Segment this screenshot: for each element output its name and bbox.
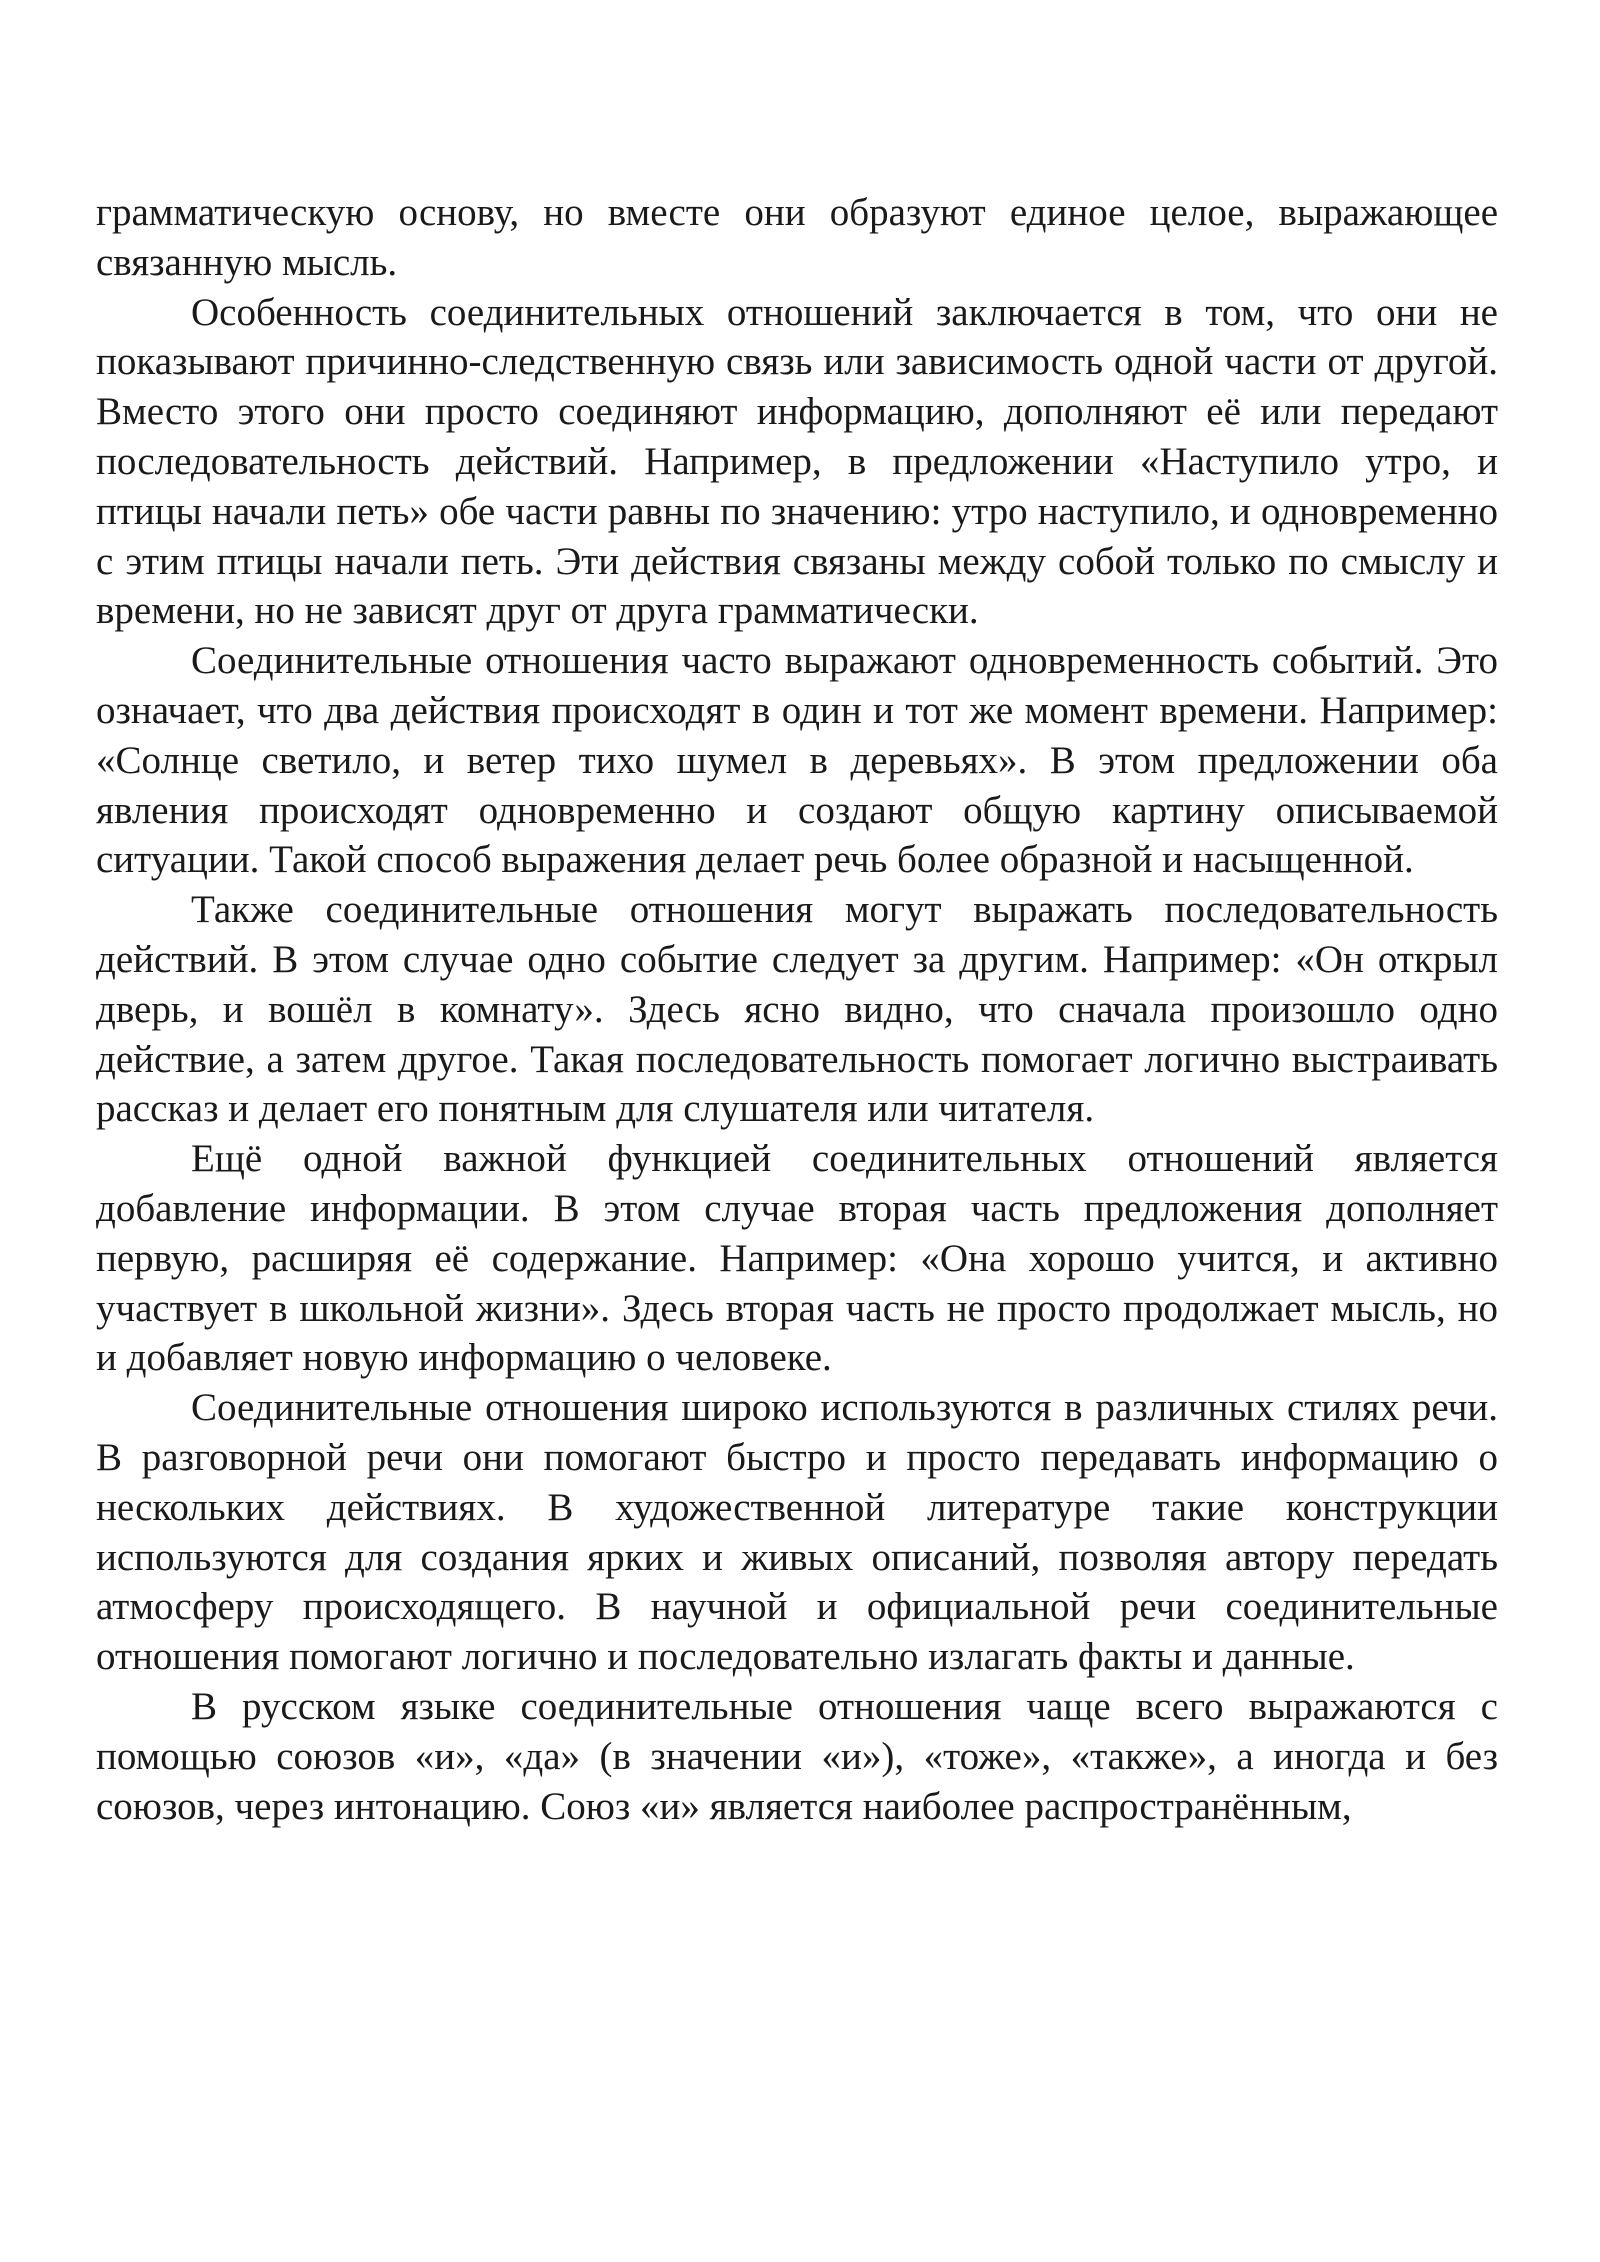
paragraph-addition: Ещё одной важной функцией соединительных отношений является добавление информации. В этом случае вторая часть предложения дополняет первую, расширяя её содержание. Например: «Она хорошо учится, и активно участвует в школьной жизни». Здесь вторая часть не просто продолжает мысль, но и добавляет новую информацию о человеке.: [96, 1137, 1498, 1380]
document-page: [96, 188, 1498, 1831]
paragraph-speech-styles: Соединительные отношения широко используются в различных стилях речи. В разговорной речи они помогают быстро и просто передавать информацию о нескольких действиях. В художественной литературе такие конструкции используются для создания ярких и живых описаний, позволяя автору передать атмосферу происходящего. В научной и официальной речи соединительные отношения помогают логично и последовательно излагать факты и данные.: [96, 1386, 1498, 1679]
paragraph-simultaneity: Соединительные отношения часто выражают одновременность событий. Это означает, что два действия происходят в один и тот же момент времени. Например: «Солнце светило, и ветер тихо шумел в деревьях». В этом предложении оба явления происходят одновременно и создают общую картину описываемой ситуации. Такой способ выражения делает речь более образной и насыщенной.: [96, 639, 1498, 882]
paragraph-continuation: грамматическую основу, но вместе они образуют единое целое, выражающее связанную мысль.: [96, 191, 1498, 284]
paragraph-sequence: Также соединительные отношения могут выражать последовательность действий. В этом случае одно событие следует за другим. Например: «Он открыл дверь, и вошёл в комнату». Здесь ясно видно, что сначала произошло одно действие, а затем другое. Такая последовательность помогает логично выстраивать рассказ и делает его понятным для слушателя или читателя.: [96, 888, 1498, 1131]
paragraph-features: Особенность соединительных отношений заключается в том, что они не показывают причинно-следственную связь или зависимость одной части от другой. Вместо этого они просто соединяют информацию, дополняют её или передают последовательность действий. Например, в предложении «Наступило утро, и птицы начали петь» обе части равны по значению: утро наступило, и одновременно с этим птицы начали петь. Эти действия связаны между собой только по смыслу и времени, но не зависят друг от друга грамматически.: [96, 290, 1498, 633]
paragraph-conjunctions: В русском языке соединительные отношения чаще всего выражаются с помощью союзов «и», «да» (в значении «и»), «тоже», «также», а иногда и без союзов, через интонацию. Союз «и» является наиболее распространённым,: [96, 1684, 1498, 1828]
